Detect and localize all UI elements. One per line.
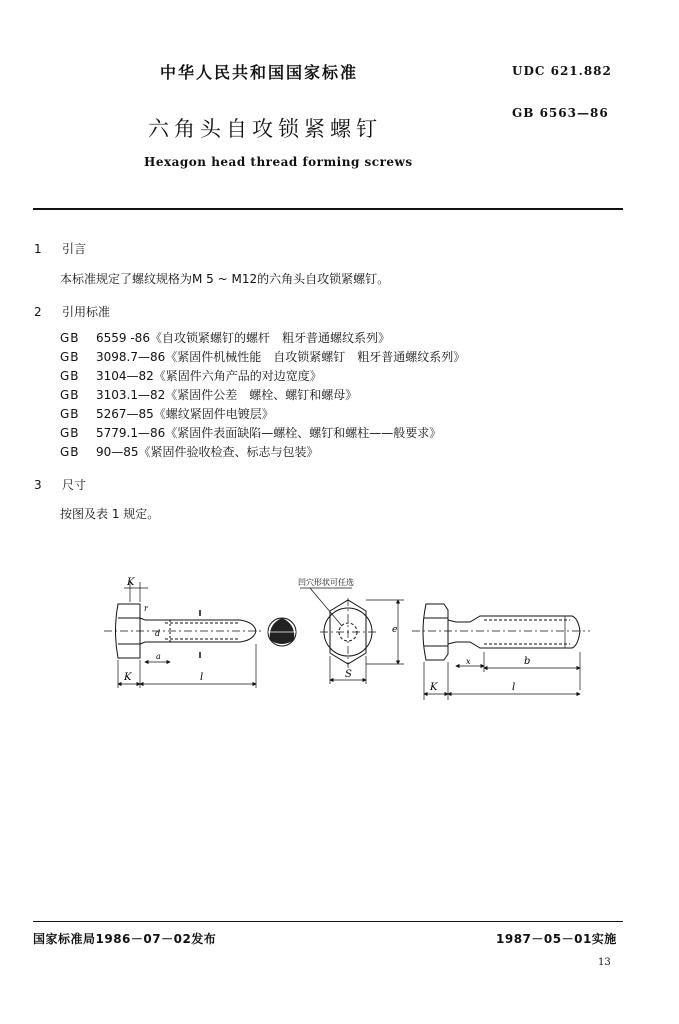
section-3-paragraph: 按图及表 1 规定。 [60,507,160,521]
recess-note: 凹穴形状可任选 [298,578,354,587]
section-number: 3 [34,478,42,492]
reference-item [60,367,322,384]
label-r: r [144,604,148,613]
section-1-paragraph: 本标准规定了螺纹规格为M 5 ~ M12的六角头自攻锁紧螺钉。 [60,272,390,286]
trilobular-cross-section [268,618,296,646]
page-number: 13 [598,957,611,968]
label-l-left: l [200,672,204,683]
header-divider [33,208,623,210]
section-title: 引言 [62,242,87,256]
reference-code: GB [60,407,80,421]
footer-divider [33,921,623,922]
issue-date: 国家标准局1986－07－02发布 [33,932,217,946]
reference-code: GB [60,350,80,364]
section-number: 2 [34,305,42,319]
reference-text: 5267—85《螺纹紧固件电镀层》 [96,407,274,421]
reference-text: 6559 -86《自攻锁紧螺钉的螺杆 粗牙普通螺纹系列》 [96,331,390,345]
label-e: e [392,625,398,635]
label-b: b [524,656,531,667]
effective-date: 1987－05－01实施 [496,932,617,946]
reference-code: GB [60,388,80,402]
reference-item [60,424,441,441]
reference-text: 90—85《紧固件验收检查、标志与包装》 [96,445,319,459]
screw-head-top-view [300,588,404,684]
section-title: 引用标准 [62,305,111,319]
document-title-cn: 六角头自攻锁紧螺钉 [148,117,382,141]
reference-item [60,329,390,346]
section-2-heading [34,303,110,320]
screw-technical-drawing [0,560,679,720]
gb-standard-number: GB 6563—86 [512,106,609,120]
section-number: 1 [34,242,42,256]
reference-item [60,348,465,365]
section-3-heading [34,476,86,493]
reference-item [60,405,274,422]
label-a: a [156,652,161,661]
label-x: x [466,657,471,666]
label-l-right: l [512,682,516,693]
section-1-heading [34,240,86,257]
reference-item [60,443,319,460]
udc-code: UDC 621.882 [512,64,612,78]
reference-item [60,386,357,403]
label-k-top: K [127,577,135,588]
reference-code: GB [60,426,80,440]
reference-text: 3103.1—82《紧固件公差 螺栓、螺钉和螺母》 [96,388,358,402]
label-s: S [345,669,352,680]
document-title-en: Hexagon head thread forming screws [144,155,413,169]
section-title: 尺寸 [62,478,87,492]
reference-text: 5779.1—86《紧固件表面缺陷—螺栓、螺钉和螺柱——般要求》 [96,426,442,440]
label-k-right: K [430,682,438,693]
label-k-bottom: K [124,672,132,683]
reference-text: 3104—82《紧固件六角产品的对边宽度》 [96,369,322,383]
reference-text: 3098.7—86《紧固件机械性能 自攻锁紧螺钉 粗牙普通螺纹系列》 [96,350,466,364]
reference-code: GB [60,445,80,459]
reference-code: GB [60,331,80,345]
screw-thread-view [412,604,590,700]
label-d: d [155,629,161,638]
reference-code: GB [60,369,80,383]
country-standard-heading: 中华人民共和国国家标准 [160,63,359,82]
